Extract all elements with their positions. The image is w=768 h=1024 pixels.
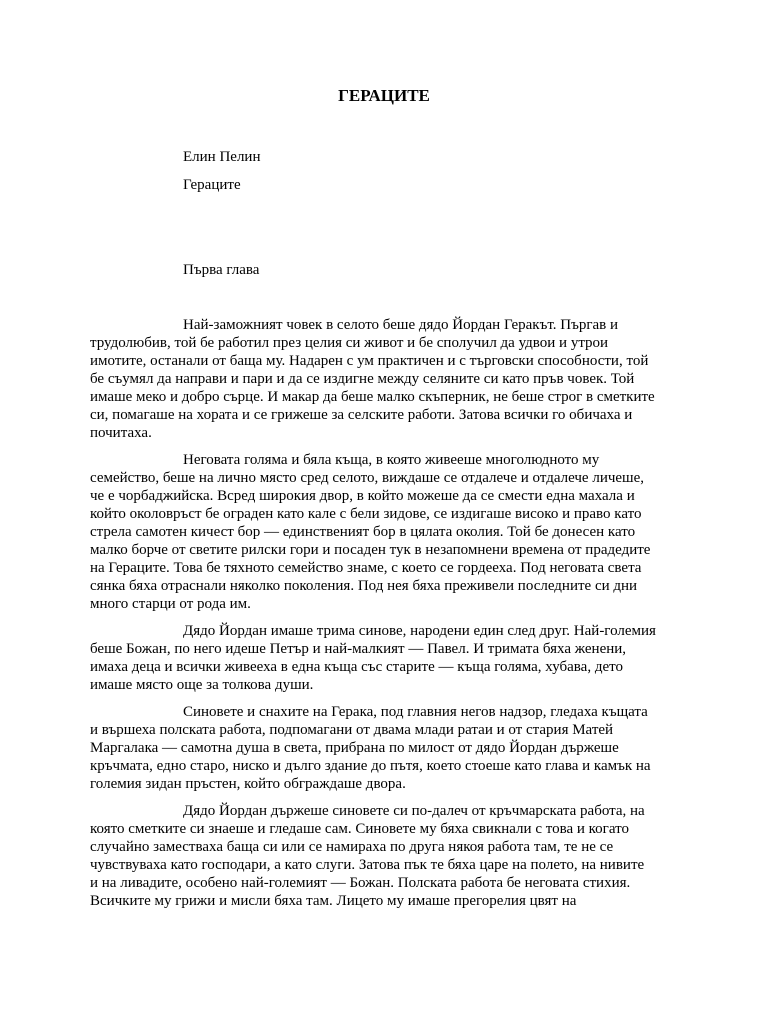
paragraph bbox=[90, 622, 680, 694]
text-line: че е чорбаджийска. Всред широкия двор, в който можеше да се смести една махала и bbox=[90, 488, 635, 504]
work-title: Гераците bbox=[183, 177, 241, 193]
text-line: почитаха. bbox=[90, 425, 152, 441]
text-line: трудолюбив, той бе работил през целия си живот и бе сполучил да удвои и утрои bbox=[90, 335, 609, 351]
text-line: Неговата голяма и бяла къща, в която живееше многолюдното му bbox=[183, 452, 600, 468]
text-line: си, помагаше на хората и се грижеше за селските работи. Затова всички го обичаха и bbox=[90, 407, 633, 423]
text-line: Маргалака — самотна душа в света, прибрана по милост от дядо Йордан държеше bbox=[90, 740, 619, 756]
text-line: Дядо Йордан имаше трима синове, народени един след друг. Най-големия bbox=[183, 623, 656, 639]
text-line: имотите, останали от баща му. Надарен с ум практичен и с търговски способности, той bbox=[90, 353, 649, 369]
text-line: Най-заможният човек в селото беше дядо Йордан Геракът. Пъргав и bbox=[183, 317, 619, 333]
text-line: случайно заместваха баща си или се намираха по друга някоя работа там, те не се bbox=[90, 839, 614, 855]
text-line: Дядо Йордан държеше синовете си по-далеч от кръчмарската работа, на bbox=[183, 803, 645, 819]
text-line: бе съумял да направи и пари и да се издигне между селяните си като пръв човек. Той bbox=[90, 371, 635, 387]
text-line: който околовръст бе ограден като кале с бели зидове, се издигаше високо и право като bbox=[90, 506, 642, 522]
document-body bbox=[90, 316, 680, 919]
text-line: имаше меко и добро сърце. И макар да беше малко скъперник, не беше строг в сметките bbox=[90, 389, 655, 405]
text-line: имаше място още за толкова души. bbox=[90, 677, 314, 693]
paragraph bbox=[90, 316, 680, 442]
text-line: и вършеха полската работа, подпомагани от двама млади ратаи и от стария Матей bbox=[90, 722, 614, 738]
text-line: Всичките му грижи и мисли бяха там. Лицето му имаше прегорелия цвят на bbox=[90, 893, 577, 909]
paragraph bbox=[90, 703, 680, 793]
chapter-heading: Първа глава bbox=[183, 262, 260, 278]
text-line: беше Божан, по него идеше Петър и най-малкият — Павел. И тримата бяха женени, bbox=[90, 641, 627, 657]
text-line: имаха деца и всички живееха в една къща със старите — къща голяма, хубава, дето bbox=[90, 659, 623, 675]
text-line: стрела самотен кичест бор — единственият бор в цялата околия. Той бе донесен като bbox=[90, 524, 636, 540]
text-line: чувствуваха като господари, а като слуги. Затова пък те бяха царе на полето, на нивите bbox=[90, 857, 645, 873]
author-name: Елин Пелин bbox=[183, 149, 261, 165]
paragraph bbox=[90, 451, 680, 613]
text-line: големия зидан пръстен, който обграждаше двора. bbox=[90, 776, 406, 792]
text-line: сянка бяха отраснали няколко поколения. Под нея бяха преживели последните си дни bbox=[90, 578, 638, 594]
text-line: Синовете и снахите на Герака, под главния негов надзор, гледаха къщата bbox=[183, 704, 648, 720]
paragraph bbox=[90, 802, 680, 910]
text-line: семейство, беше на лично място сред селото, виждаше се отдалече и отдалече личеше, bbox=[90, 470, 645, 486]
document-title: ГЕРАЦИТЕ bbox=[338, 86, 430, 105]
text-line: на Гераците. Това бе тяхното семейство знаме, с което се гордееха. Под неговата света bbox=[90, 560, 642, 576]
text-line: и на ливадите, особено най-големият — Божан. Полската работа бе неговата стихия. bbox=[90, 875, 631, 891]
text-line: малко борче от светите рилски гори и посаден тук в незапомнени времена от прадедите bbox=[90, 542, 651, 558]
text-line: която сметките си знаеше и гледаше сам. Синовете му бяха свикнали с това и когато bbox=[90, 821, 629, 837]
text-line: кръчмата, едно старо, ниско и дълго здание до пътя, което стоеше като глава и камък на bbox=[90, 758, 651, 774]
text-line: много старци от рода им. bbox=[90, 596, 251, 612]
